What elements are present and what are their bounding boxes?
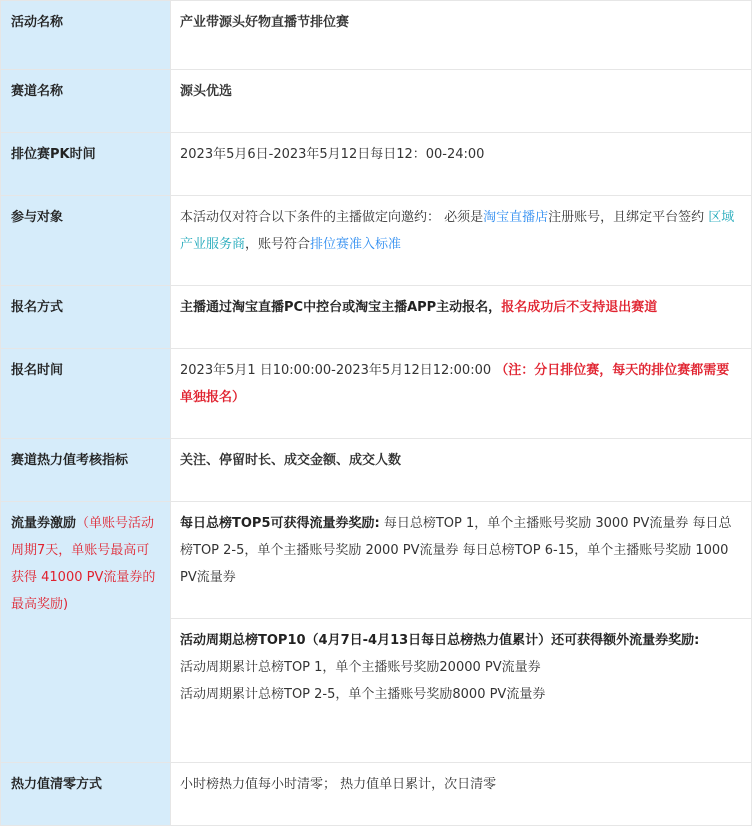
heat-reset-value: 小时榜热力值每小时清零； 热力值单日累计，次日清零 — [171, 763, 752, 826]
daily-rewards-value — [171, 502, 752, 619]
signup-method-text: 主播通过淘宝直播PC中控台或淘宝主播APP主动报名， — [180, 300, 502, 315]
participants-text-1: 本活动仅对符合以下条件的主播做定向邀约： 必须是 — [180, 210, 484, 225]
signup-method-label: 报名方式 — [1, 286, 171, 349]
table-row — [1, 196, 752, 286]
table-row — [1, 286, 752, 349]
period-rewards-line-2: 活动周期累计总榜TOP 2-5，单个主播账号奖励8000 PV流量券 — [180, 687, 546, 702]
signup-time-note: （注：分日排位赛，每天的排位赛都需要单独报名） — [180, 363, 730, 405]
signup-method-warning: 报名成功后不支持退出赛道 — [501, 300, 658, 315]
track-name-label: 赛道名称 — [1, 70, 171, 133]
table-row — [1, 70, 752, 133]
heat-metrics-label: 赛道热力值考核指标 — [1, 439, 171, 502]
participants-value — [171, 196, 752, 286]
traffic-rewards-label — [1, 502, 171, 763]
table-row — [1, 1, 752, 70]
daily-rewards-text: 每日总榜TOP 1，单个主播账号奖励 3000 PV流量券 每日总榜TOP 2-5，单个主播账号奖励 2000 PV流量券 每日总榜TOP 6-15，单个主播账号奖励 1000 PV流量券 — [180, 516, 732, 585]
traffic-rewards-note: （单账号活动周期7天，单账号最高可获得 41000 PV流量券的最高奖励) — [11, 516, 156, 612]
taobao-live-store-link[interactable]: 淘宝直播店 — [483, 210, 549, 225]
signup-time-value — [171, 349, 752, 439]
signup-time-text: 2023年5月1 日10:00:00-2023年5月12日12:00:00 — [180, 363, 496, 378]
table-row — [1, 439, 752, 502]
heat-reset-label: 热力值清零方式 — [1, 763, 171, 826]
signup-time-label: 报名时间 — [1, 349, 171, 439]
period-rewards-line-1: 活动周期累计总榜TOP 1，单个主播账号奖励20000 PV流量券 — [180, 660, 541, 675]
activity-name-label: 活动名称 — [1, 1, 171, 70]
daily-rewards-title: 每日总榜TOP5可获得流量券奖励: — [180, 516, 380, 531]
regional-service-provider-link[interactable]: 区域产业服务商 — [180, 210, 735, 252]
table-row — [1, 502, 752, 619]
pk-time-label: 排位赛PK时间 — [1, 133, 171, 196]
table-row — [1, 349, 752, 439]
period-rewards-value — [171, 619, 752, 763]
table-row — [1, 763, 752, 826]
track-name-value: 源头优选 — [171, 70, 752, 133]
activity-name-value: 产业带源头好物直播节排位赛 — [171, 1, 752, 70]
participants-text-2: 注册账号，且绑定平台签约 — [548, 210, 709, 225]
participants-text-3: ，账号符合 — [245, 237, 311, 252]
admission-standard-link[interactable]: 排位赛准入标准 — [310, 237, 402, 252]
pk-time-value: 2023年5月6日-2023年5月12日每日12：00-24:00 — [171, 133, 752, 196]
period-rewards-title: 活动周期总榜TOP10（4月7日-4月13日每日总榜热力值累计）还可获得额外流量券奖励: — [180, 633, 700, 648]
heat-metrics-value: 关注、停留时长、成交金额、成交人数 — [171, 439, 752, 502]
table-row — [1, 133, 752, 196]
participants-label: 参与对象 — [1, 196, 171, 286]
signup-method-value — [171, 286, 752, 349]
traffic-rewards-title: 流量券激励 — [11, 516, 77, 531]
